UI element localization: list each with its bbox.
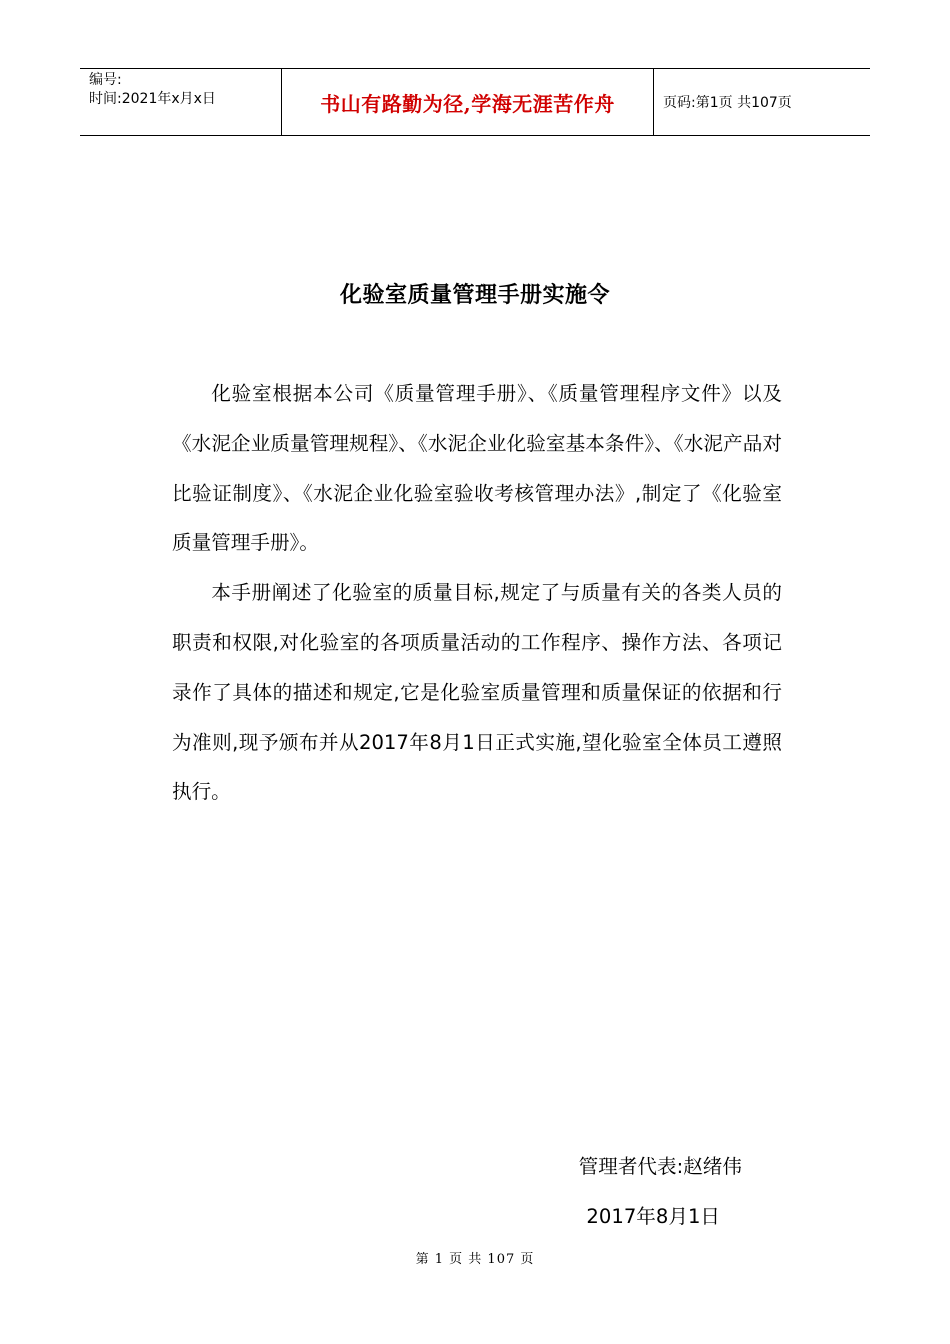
document-body (172, 369, 782, 817)
signer-line: 管理者代表:赵绪伟 (578, 1155, 742, 1178)
body-paragraph-1: 化验室根据本公司《质量管理手册》、《质量管理程序文件》以及《水泥企业质量管理规程》、《水泥企业化验室基本条件》、《水泥产品对比验证制度》、《水泥企业化验室验收考核管理办法》,制定了《化验室质量管理手册》。 (172, 382, 782, 555)
document-time-label: 时间:2021年x月x日 (89, 91, 216, 107)
header-table (80, 68, 870, 136)
header-page-code: 页码:第1页 共107页 (663, 95, 792, 111)
body-paragraph-2: 本手册阐述了化验室的质量目标,规定了与质量有关的各类人员的职责和权限,对化验室的各项质量活动的工作程序、操作方法、各项记录作了具体的描述和规定,它是化验室质量管理和质量保证的依据和行为准则,现予颁布并从2017年8月1日正式实施,望化验室全体员工遵照执行。 (172, 581, 782, 804)
signature-date: 2017年8月1日 (586, 1205, 720, 1228)
document-number-label: 编号: (89, 72, 122, 88)
header-info-cell (80, 69, 281, 135)
document-title: 化验室质量管理手册实施令 (339, 283, 610, 308)
footer-page-number: 第 1 页 共 107 页 (415, 1252, 535, 1267)
header-motto: 书山有路勤为径,学海无涯苦作舟 (281, 69, 654, 135)
